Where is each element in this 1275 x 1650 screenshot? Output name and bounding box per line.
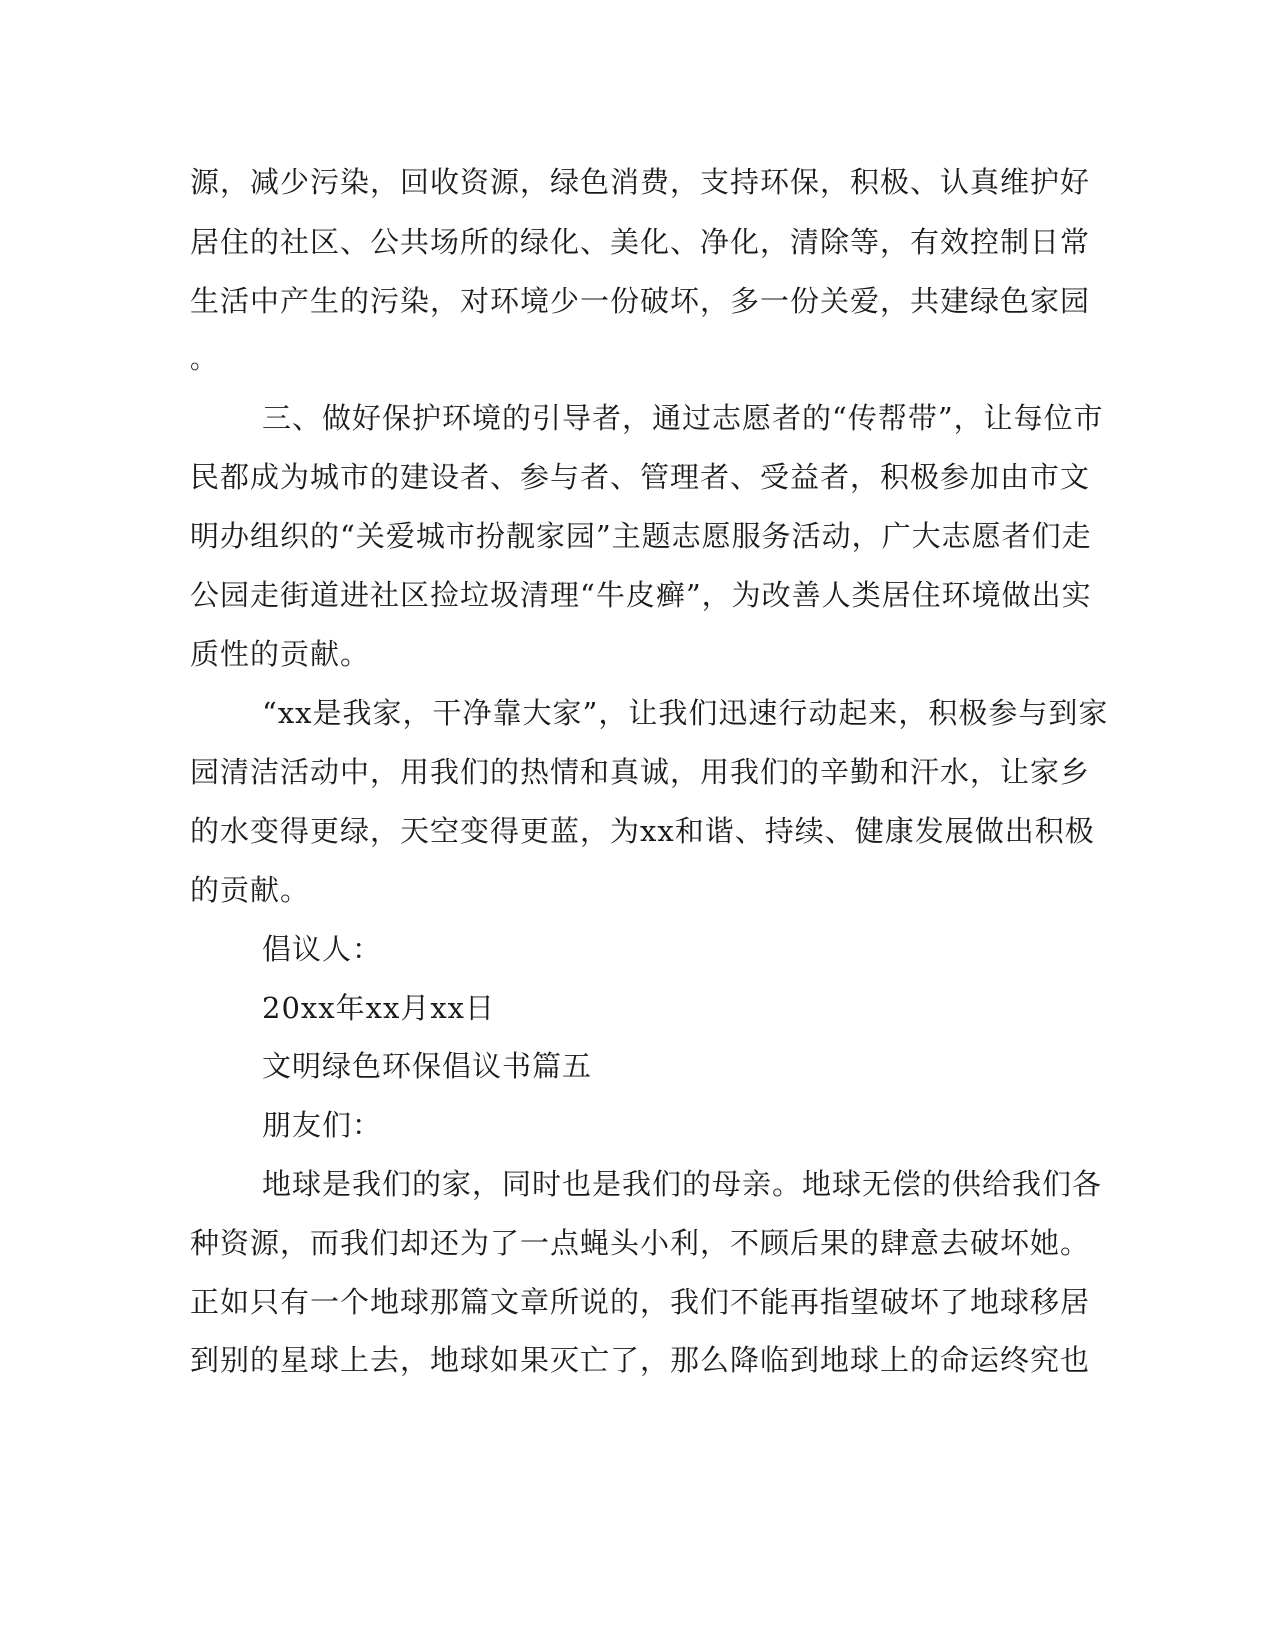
- text-line: 到别的星球上去，地球如果灭亡了，那么降临到地球上的命运终究也: [190, 1343, 1091, 1377]
- text-line: 园清洁活动中，用我们的热情和真诚，用我们的辛勤和汗水，让家乡: [190, 755, 1091, 789]
- text-line: 的水变得更绿，天空变得更蓝，为xx和谐、持续、健康发展做出积极: [190, 814, 1095, 848]
- text-line: 明办组织的“关爱城市扮靓家园”主题志愿服务活动，广大志愿者们走: [190, 519, 1092, 553]
- text-line: 公园走街道进社区捡垃圾清理“牛皮癣”，为改善人类居住环境做出实: [190, 578, 1092, 612]
- text-line: 。: [190, 345, 218, 375]
- signature-label: 倡议人：: [262, 932, 383, 966]
- text-line: 源，减少污染，回收资源，绿色消费，支持环保，积极、认真维护好: [190, 165, 1091, 199]
- salutation: 朋友们：: [262, 1108, 383, 1142]
- text-line: 正如只有一个地球那篇文章所说的，我们不能再指望破坏了地球移居: [190, 1285, 1091, 1319]
- text-line: 种资源，而我们却还为了一点蝇头小利，不顾后果的肆意去破坏她。: [190, 1226, 1091, 1260]
- text-line: 民都成为城市的建设者、参与者、管理者、受益者，积极参加由市文: [190, 460, 1091, 494]
- text-line: 的贡献。: [190, 873, 311, 907]
- text-line: 质性的贡献。: [190, 637, 371, 671]
- section-title: 文明绿色环保倡议书篇五: [262, 1049, 593, 1083]
- paragraph-start: 三、做好保护环境的引导者，通过志愿者的“传帮带”，让每位市: [262, 401, 1104, 435]
- text-line: 生活中产生的污染，对环境少一份破坏，多一份关爱，共建绿色家园: [190, 284, 1091, 318]
- paragraph-start: 地球是我们的家，同时也是我们的母亲。地球无偿的供给我们各: [262, 1167, 1103, 1201]
- date-line: 20xx年xx月xx日: [262, 991, 496, 1025]
- paragraph-start: “xx是我家，干净靠大家”，让我们迅速行动起来，积极参与到家: [262, 696, 1109, 730]
- text-line: 居住的社区、公共场所的绿化、美化、净化，清除等，有效控制日常: [190, 225, 1091, 259]
